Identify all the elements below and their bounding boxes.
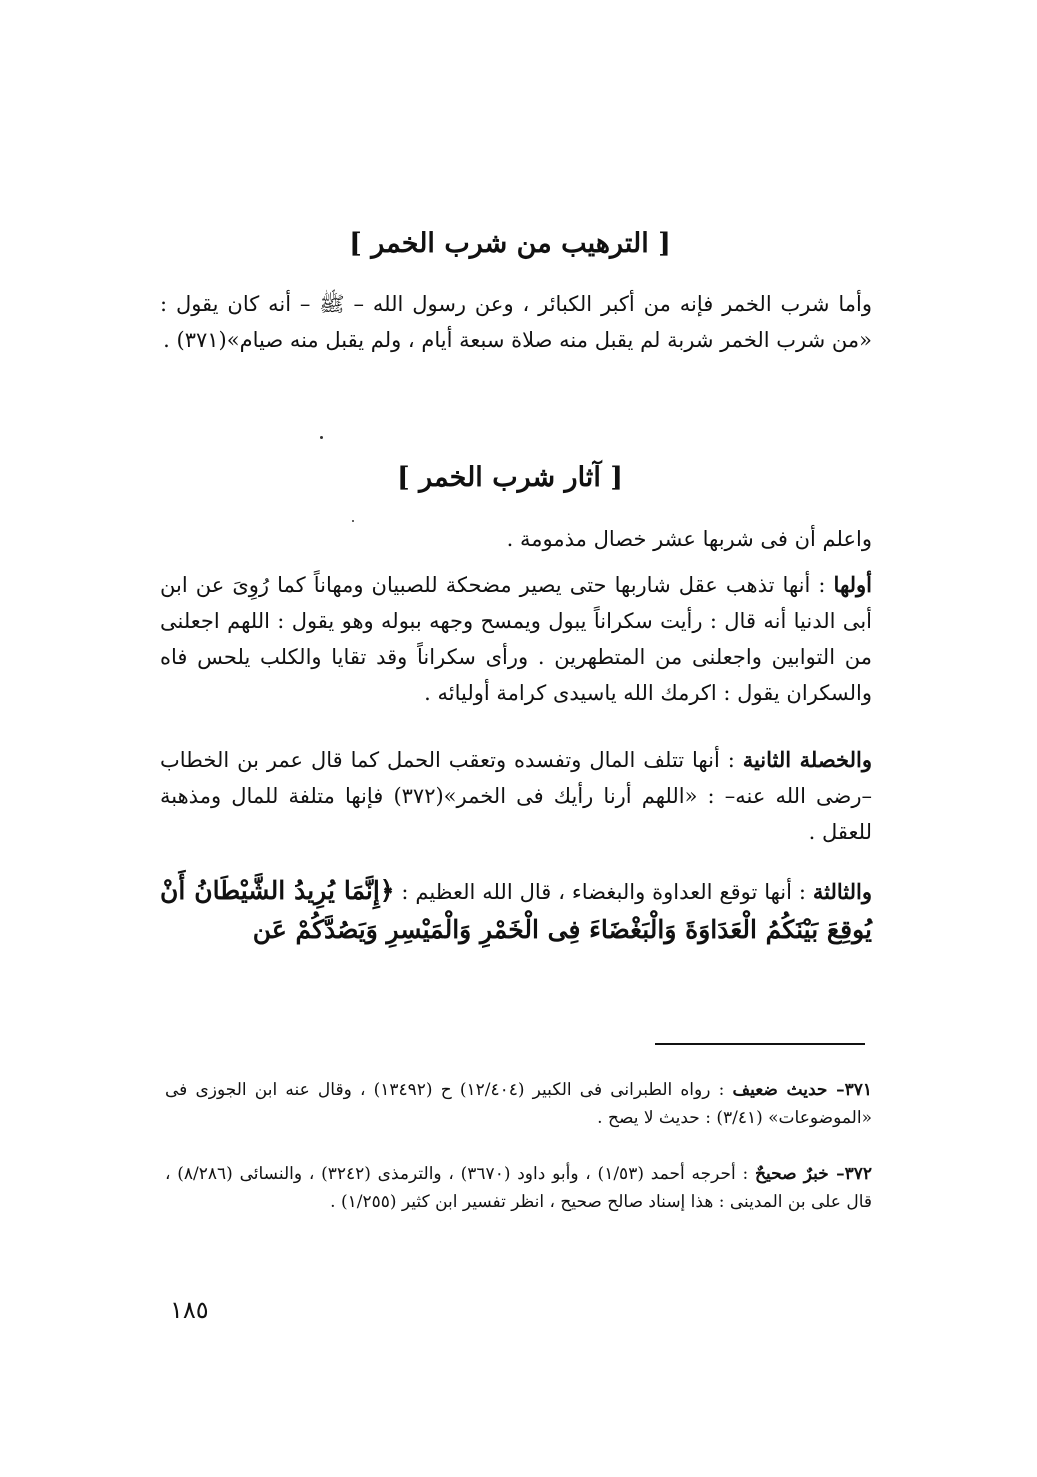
footnote-372 bbox=[165, 1160, 872, 1216]
paragraph-intro: وأما شرب الخمر فإنه من أكبر الكبائر ، وعن رسول الله – ﷺ – أنه كان يقول : «من شرب الخمر شربة لم يقبل منه صلاة سبعة أيام ، ولم يقبل منه صيام»(٣٧١) . bbox=[160, 292, 872, 352]
first-trait-text: : أنها تذهب عقل شاربها حتى يصير مضحكة للصبيان ومهاناً كما رُوِىَ عن ابن أبى الدنيا أنه قال : رأيت سكراناً يبول ويمسح وجهه ببوله وهو يقول : اللهم اجعلنى من التوابين واجعلنى من المتطهرين . ورأى سكراناً وقد تقايا والكلب يلحس فاه والسكران يقول : اكرمك الله ياسيدى كرامة أوليائه . bbox=[160, 573, 872, 705]
third-trait-lead: والثالثة bbox=[812, 879, 873, 904]
footnote-371-text: : رواه الطبرانى فى الكبير (١٢/٤٠٤) ح (١٣٤٩٢) ، وقال عنه ابن الجوزى فى «الموضوعات» (٣/٤١) : حديث لا يصح . bbox=[165, 1080, 872, 1128]
section-heading-intimidation: [ الترهيب من شرب الخمر ] bbox=[349, 228, 671, 259]
quran-verse: ﴿إِنَّمَا يُرِيدُ الشَّيْطَانُ أَنْ يُوقِعَ بَيْنَكُمُ الْعَدَاوَةَ وَالْبَغْضَاءَ فِى الْخَمْرِ وَالْمَيْسِرِ وَيَصُدَّكُمْ عَن bbox=[160, 876, 872, 944]
third-trait-text: : أنها توقع العداوة والبغضاء ، قال الله العظيم : bbox=[394, 880, 813, 904]
second-trait-lead: والخصلة الثانية bbox=[742, 747, 872, 772]
footnote-371-lead: ٣٧١– حديث ضعيف bbox=[732, 1080, 872, 1100]
first-trait-lead: أولها bbox=[833, 572, 872, 597]
paragraph-first-trait bbox=[160, 567, 872, 711]
second-trait-text: : أنها تتلف المال وتفسده وتعقب الحمل كما قال عمر بن الخطاب –رضى الله عنه– : «اللهم أرنا رأيك فى الخمر»(٣٧٢) فإنها متلفة للمال ومذهبة للعقل . bbox=[160, 748, 872, 844]
footnote-separator bbox=[655, 1043, 865, 1045]
paragraph-third-trait bbox=[160, 872, 872, 950]
section-heading-effects: [ آثار شرب الخمر ] bbox=[396, 462, 624, 493]
footnote-372-text: : أحرجه أحمد (١/٥٣) ، وأبو داود (٣٦٧٠) ، والترمذى (٣٢٤٢) ، والنسائى (٨/٢٨٦) ، قال على بن المدينى : هذا إسناد صالح صحيح ، انظر تفسير ابن كثير (١/٢٥٥) . bbox=[165, 1164, 872, 1212]
paragraph-second-trait bbox=[160, 742, 872, 850]
footnote-372-lead: ٣٧٢– خبرٌ صحيحٌ bbox=[755, 1164, 873, 1184]
footnote-371 bbox=[165, 1076, 872, 1132]
scan-speck bbox=[320, 436, 323, 439]
paragraph-ten-traits: واعلم أن فى شربها عشر خصال مذمومة . bbox=[506, 527, 872, 551]
page-number: ١٨٥ bbox=[170, 1296, 209, 1324]
